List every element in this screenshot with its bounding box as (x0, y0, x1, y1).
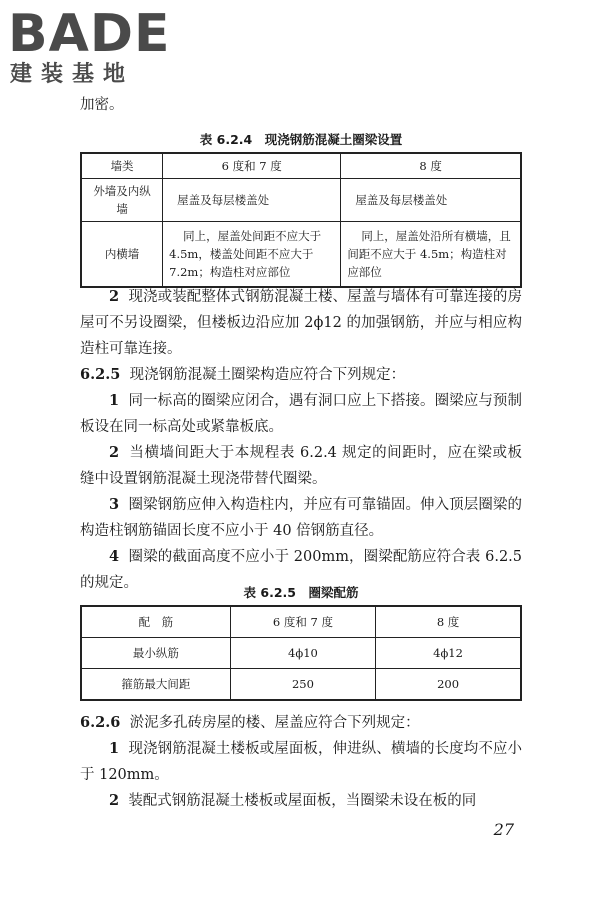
table-row (81, 606, 521, 638)
section-text: 淤泥多孔砖房屋的楼、屋盖应符合下列规定： (129, 715, 420, 731)
table1-cell: 同上，屋盖处间距不应大于 4.5m，楼盖处间距不应大于 7.2m；构造柱对应部位 (163, 222, 341, 288)
logo (8, 6, 178, 88)
section-number: 6.2.5 (80, 366, 121, 383)
table1-cell: 同上，屋盖处沿所有横墙，且间距不应大于 4.5m；构造柱对应部位 (341, 222, 521, 288)
table2-cell: 250 (230, 669, 375, 701)
table-row (81, 179, 521, 222)
paragraph-number: 2 (109, 792, 120, 809)
paragraph-text: 圈梁的截面高度不应小于 200mm，圈梁配筋应符合表 6.2.5 的规定。 (80, 549, 523, 591)
intro-text: 加密。 (80, 97, 124, 113)
table2-cell: 4ϕ10 (230, 638, 375, 669)
table1-header-cell: 8 度 (341, 153, 521, 179)
table2-header-cell: 6 度和 7 度 (230, 606, 375, 638)
paragraph (80, 736, 522, 788)
table1-cell: 屋盖及每层楼盖处 (163, 179, 341, 222)
paragraph (80, 788, 522, 814)
section-heading (80, 710, 522, 736)
paragraph-number: 1 (109, 740, 120, 757)
table1-cell: 内横墙 (81, 222, 163, 288)
table2-caption: 表 6.2.5 圈梁配筋 (243, 585, 359, 600)
paragraph-text: 当横墙间距大于本规程表 6.2.4 规定的间距时，应在梁或板缝中设置钢筋混凝土现浇带替代圈梁。 (80, 445, 522, 487)
paragraph-number: 3 (109, 496, 120, 513)
table2-cell: 200 (376, 669, 521, 701)
table1 (80, 152, 522, 288)
paragraph (80, 440, 522, 492)
paragraph-text: 圈梁钢筋应伸入构造柱内，并应有可靠锚固。伸入顶层圈梁的构造柱钢筋锚固长度不应小于 40 倍钢筋直径。 (80, 497, 522, 539)
section-number: 6.2.6 (80, 714, 121, 731)
table2 (80, 605, 522, 701)
paragraph-text: 装配式钢筋混凝土楼板或屋面板，当圈梁未设在板的同 (128, 793, 477, 809)
paragraph-text: 现浇或装配整体式钢筋混凝土楼、屋盖与墙体有可靠连接的房屋可不另设圈梁，但楼板边沿应加 2ϕ12 的加强钢筋，并应与相应构造柱可靠连接。 (80, 289, 522, 357)
paragraph-number: 4 (109, 548, 120, 565)
paragraph (80, 492, 522, 544)
paragraph-number: 1 (109, 392, 120, 409)
table2-cell: 箍筋最大间距 (81, 669, 230, 701)
paragraph (80, 388, 522, 440)
table1-cell: 屋盖及每层楼盖处 (341, 179, 521, 222)
table1-header-cell: 6 度和 7 度 (163, 153, 341, 179)
logo-subtitle: 建装基地 (10, 62, 135, 87)
table2-header-cell: 8 度 (376, 606, 521, 638)
paragraph-text: 同一标高的圈梁应闭合，遇有洞口应上下搭接。圈梁应与预制板设在同一标高处或紧靠板底。 (80, 393, 522, 435)
table1-caption: 表 6.2.4 现浇钢筋混凝土圈梁设置 (199, 132, 403, 147)
table2-header-cell: 配 筋 (81, 606, 230, 638)
table-row (81, 222, 521, 288)
table2-cell: 最小纵筋 (81, 638, 230, 669)
table-row (81, 638, 521, 669)
logo-wordmark: BADE (8, 4, 171, 64)
paragraph-number: 2 (109, 288, 120, 305)
table1-header-cell: 墙类 (81, 153, 163, 179)
paragraph (80, 284, 522, 362)
section-heading (80, 362, 522, 388)
table2-cell: 4ϕ12 (376, 638, 521, 669)
paragraph-text: 现浇钢筋混凝土楼板或屋面板，伸进纵、横墙的长度均不应小于 120mm。 (80, 741, 522, 783)
paragraph-number: 2 (109, 444, 120, 461)
table-row (81, 669, 521, 701)
page-number: 27 (493, 820, 514, 839)
table-row (81, 153, 521, 179)
section-text: 现浇钢筋混凝土圈梁构造应符合下列规定： (129, 367, 406, 383)
table1-cell: 外墙及内纵墙 (81, 179, 163, 222)
